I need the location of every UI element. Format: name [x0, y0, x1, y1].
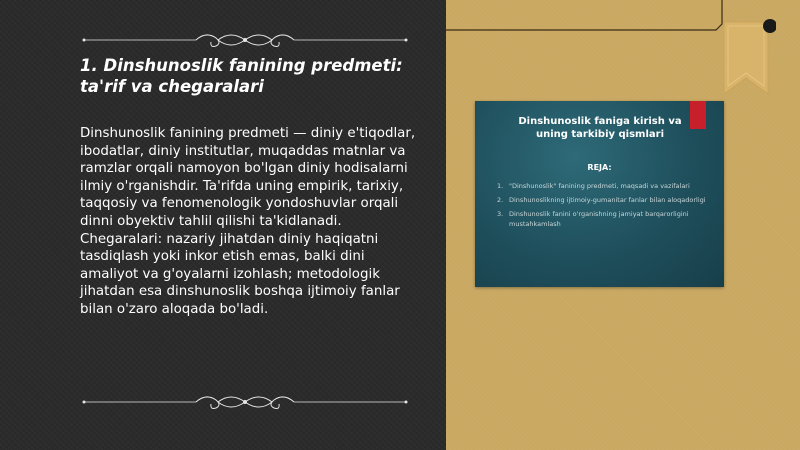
list-item-text: "Dinshunoslik" fanining predmeti, maqsadi va vazifalari [509, 182, 690, 190]
list-item-text: Dinshunoslikning ijtimoiy-gumanitar fanlar bilan aloqadorligi [509, 196, 706, 204]
list-item-text: Dinshunoslik fanini o'rganishning jamiyat barqarorligini mustahkamlash [509, 210, 689, 228]
slide-title-line-2: ta'rif va chegaralari [80, 77, 264, 96]
inset-title-line-2: uning tarkibiy qismlari [535, 129, 665, 140]
flourish-divider-icon [78, 29, 412, 51]
inset-plan-label: REJA: [587, 163, 612, 172]
list-item-number: 1. [497, 182, 504, 190]
list-item-number: 3. [497, 210, 504, 218]
inset-title-line-1: Dinshunoslik faniga kirish va [518, 116, 682, 127]
slide-title-line-1: 1. Dinshunoslik fanining predmeti: [80, 56, 403, 75]
list-item [497, 209, 707, 229]
list-item [497, 181, 707, 191]
inset-title [495, 115, 705, 141]
slide-title [80, 55, 420, 97]
list-item-number: 2. [497, 196, 504, 204]
ribbon-bookmark-icon [716, 16, 776, 100]
list-item [497, 195, 707, 205]
flourish-divider-icon [78, 391, 412, 413]
slide-body-text: Dinshunoslik fanining predmeti — diniy e'tiqodlar, ibodatlar, diniy institutlar, muqaddas matnlar va ramzlar orqali namoyon bo'lgan diniy hodisalarni ilmiy o'rganishdir. Ta'rifda uning empirik, tarixiy, taqqosiy va fenomenologik yondoshuvlar orqali dinni obyektiv tahlil qilishi ta'kidlanadi. Chegaralari: nazariy jihatdan diniy haqiqatni tasdiqlash yoki inkor etish emas, balki dini amaliyot va g'oyalarni izohlash; metodologik jihatdan esa dinshunoslik boshqa ijtimoiy fanlar bilan o'zaro aloqada bo'ladi. [80, 126, 416, 317]
inset-plan-list [497, 181, 707, 233]
inset-slide-image [475, 101, 724, 287]
